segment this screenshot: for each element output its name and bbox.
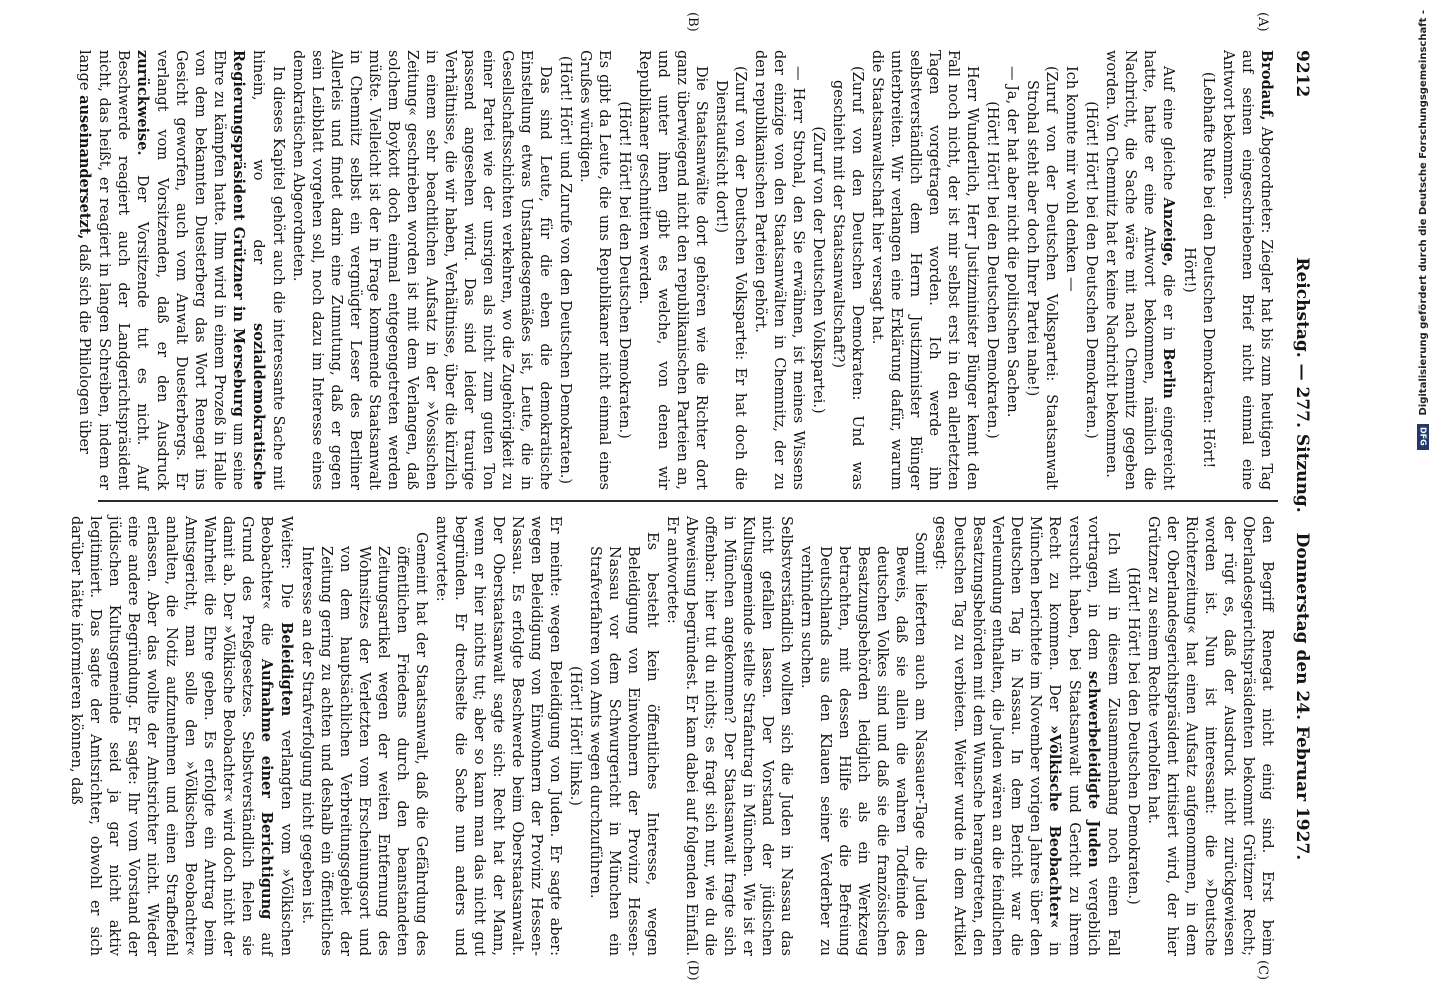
speaker-role: Abgeordneter: — [1258, 126, 1274, 234]
paragraph: Die Staatsanwälte dort gehören wie die Richter dort ganz überwiegend nicht den republikanischen Parteien an, und unter ihnen gibt es welche, von denen wir Republikaner geschnitten werden. — [636, 50, 709, 490]
right-column — [65, 516, 1276, 956]
bold-text: sozialdemokratische Regierungspräsident Grützner in Merseburg — [230, 50, 267, 490]
paragraph — [1101, 50, 1178, 490]
dfg-logo-icon: DFG — [1417, 424, 1429, 450]
paragraph: — Ja, der hat aber nicht die politischen Sachen. — [1004, 66, 1020, 418]
text: die er in — [1160, 274, 1176, 341]
margin-mark-a: (A) — [1255, 12, 1270, 32]
paragraph: den Begriff Renegat nicht einig sind. Erst beim Oberlandesgerichtspräsidenten bekommt Grützner Recht; der rügt es, daß der Ausdruck nicht zurückgewiesen worden ist. Nun ist interessant: die »Deutsche Richterzeitung« hat einen Aufsatz aufgenommen, in dem der Oberlandesgerichtspräsident kritisiert wird, der hier Grützner zu seinem Rechte verholfen hat. — [1145, 516, 1275, 956]
interjection: (Hört! Hört! links.) — [567, 666, 583, 806]
text: in München berichtete im November vorigen Jahres über den Deutschen Tag in Nassau. In dem Bericht war die Verleumdung enthalten, die Juden wären an die feindlichen Besatzungsbehörden mit dem Wunsche herangetreten, den Deutschen Tag zu verbieten. Weiter wurde in dem Artikel gesagt: — [932, 516, 1062, 957]
text: In dieses Kapitel gehört auch die interessante Sache mit hinein, wo der — [250, 50, 286, 490]
paragraph: Selbstverständlich wollten sich die Juden in Nassau das nicht gefallen lassen. Der Vorstand der jüdischen Kultusgemeinde stellte Strafantrag in München. Wie ist er in München angekommen? Der Staatsanwalt fragte sich offenbar: hier tut du nichts; es fragt sich nur, wie du die Abweisung begründest. Er kam dabei auf folgenden Einfall. Er antwortete: — [664, 516, 794, 956]
text: Der Vorsitzende tut es nicht. Auf Beschwerde reagiert auch der Landgerichtspräsident nicht, das heißt, er reagiert in langen Schreiben, indem er lange — [76, 50, 150, 490]
paragraph — [74, 50, 287, 490]
text: um seine Ehre zu kämpfen hatte. Ihm wird in einem Prozeß in Halle von dem bekannten Duesterberg das Wort Renegat ins Gesicht geworfen, auch vom Anwalt Duesterbergs. Er verlangt vom Vorsitzenden, daß er den Ausdruck — [154, 50, 246, 490]
interjection: (Zuruf von der Deutschen Volkspartei.) — [810, 126, 826, 414]
page-header — [1284, 50, 1320, 950]
interjection: (Hört! Hört! bei den Deutschen Demokraten.) — [984, 101, 1000, 439]
paragraph — [1218, 50, 1276, 490]
column-divider — [98, 500, 1278, 502]
text: Ich will in diesem Zusammenhang noch einen Fall vortragen, in dem — [1085, 516, 1121, 956]
bold-text: zurückweise. — [134, 50, 151, 156]
margin-mark-d: (D) — [685, 960, 700, 981]
bold-text: schwerbeleidigte Juden — [1085, 670, 1102, 868]
paragraph — [930, 516, 1122, 956]
bold-text: Aufnahme einer Berichtigung — [258, 658, 275, 920]
interjection: (Hört! Hört! und Zurufe von den Deutschen Demokraten.) — [557, 55, 573, 485]
header-date: Donnerstag den 24. Februar 1927. — [1292, 532, 1312, 861]
paragraph: Das sind Leute, für die eben die demokratische Einstellung etwas Unstandesgemäßes ist, Leute, die in Gesellschaftsschichten verkehren, wo die Zugehörigkeit zu einer Partei wie der unsrigen als nicht zum guten Ton passend angesehen wird. Das sind leider traurige Verhältnisse, die wir haben, Verhältnisse, über die kürzlich in einem sehr beachtlichen Aufsatz in der »Vossischen Zeitung« geschrieben worden ist mit dem Verlangen, daß solchem Boykott doch einmal entgegengetreten werden müßte. Vielleicht ist der in Frage kommende Staatsanwalt in Chemnitz selbst ein vergnügter Leser des Berliner Allerleis und findet darin eine Zumutung, daß er gegen sein Leibblatt vorgehen soll, noch dazu im Interesse eines demokratischen Abgeordneten. — [290, 50, 553, 490]
text: daß sich die Philologen über — [76, 244, 92, 454]
bold-text: auseinandersetzt, — [76, 95, 93, 240]
interjection: (Hört! Hört! bei den Deutschen Demokraten.) — [1083, 101, 1099, 439]
quotation: Gemeint hat der Staatsanwalt, daß die Gefährdung des öffentlichen Friedens durch den beanstandeten Zeitungsartikel wegen der weiten Entfernung des Wohnsitzes der Verletzten vom Erscheinungsort und von dem hauptsächlichen Verbreitungsgebiet der Zeitung gering zu achten und deshalb ein öffentliches Interesse an der Strafverfolgung nicht gegeben ist. — [299, 532, 429, 956]
interjection: (Zuruf von der Deutschen Volkspartei: Staatsanwalt Strohal steht aber doch Ihrer Partei nahe!) — [1024, 66, 1059, 490]
header-session: Reichstag. — 277. Sitzung. — [1292, 257, 1312, 513]
text: eingereicht hatte, hatte er eine Antwort bekommen, nämlich die Nachricht, die Sache wäre mit nach Chemnitz gegeben worden. Von Chemnitz hat er keine Nachricht bekommen. — [1103, 50, 1176, 491]
quotation: Somit lieferten auch am Nassauer-Tage die Juden den Beweis, daß sie allein die wahren Todfeinde des deutschen Volkes sind und daß sie die französischen Besatzungsbehörden lediglich als ein Werkzeug betrachten, mit dessen Hilfe sie die Befreiung Deutschlands aus den Klauen seiner Verderber zu verhindern suchen. — [798, 532, 928, 956]
digitization-note — [1416, 10, 1430, 910]
interjection: (Zuruf von den Deutschen Demokraten: Und was geschieht mit der Staatsanwaltschaft?) — [830, 66, 865, 490]
rotated-page-content — [68, 12, 1320, 981]
bold-text: »Völkische Beobachter« — [1046, 725, 1063, 929]
paragraph: Es gibt da Leute, die uns Republikaner nicht einmal eines Grußes würdigen. — [577, 50, 612, 490]
paragraph: Er meinte: wegen Beleidigung von Juden. Er sagte aber: wegen Beleidigung von Einwohnern der Provinz Hessen-Nassau. Es erfolgte Beschwerde beim Oberstaatsanwalt. Der Oberstaatsanwalt sagte sich: Recht hat der Mann, wenn er hier nichts tut; aber so kann man das nicht gut begründen. Er drechselte die Sache nun anders und antwortete: — [433, 516, 563, 956]
speaker-name: Brodauf, — [1258, 50, 1275, 121]
bold-text: Anzeige, — [1160, 197, 1177, 267]
paragraph — [66, 516, 296, 956]
text: Weiter: Die — [278, 516, 294, 609]
page-number: 9212 — [1292, 50, 1312, 98]
paragraph: — Herr Strohal, den Sie erwähnen, ist meines Wissens der einzige von den Staatsanwälten in Chemnitz, der zu den republikanischen Parteien gehört. — [752, 50, 806, 490]
interjection: (Lebhafte Rufe bei den Deutschen Demokraten: Hört! Hört!) — [1181, 71, 1216, 469]
paragraph: Herr Wunderlich, Herr Justizminister Bünger kennt den Fall noch nicht, der ist mir selbst erst in den allerletzten Tagen vorgetragen worden. Ich werde ihn selbstverständlich dem Herrn Justizminister Bünger unterbreiten. Wir verlangen eine Erklärung dafür, warum die Staatsanwaltschaft hier versagt hat. — [869, 50, 980, 490]
margin-mark-b: (B) — [685, 12, 700, 32]
paragraph: Ich konnte mir wohl denken — — [1063, 66, 1079, 292]
bold-text: Beleidigten — [278, 622, 295, 717]
quotation: Es besteht kein öffentliches Interesse, wegen Beleidigung von Einwohnern der Provinz Hessen-Nassau vor dem Schwurgericht in München ein Strafverfahren von Amts wegen durchzuführen. — [587, 532, 660, 956]
text: auf Grund des Preßgesetzes. Selbstverständlich fielen sie damit ab. Der »Völkische Beobachter« wird doch nicht der Wahrheit die Ehre geben. Es erfolgte ein Antrag beim Amtsgericht, man solle den »Völkischen Beobachter« anhalten, die Notiz aufzunehmen und einen Strafbefehl erlassen. Aber das wollte der Amtsrichter nicht. Wieder eine andere Begründung. Er sagte: Ihr vom Vorstand der jüdischen Kultusgemeinde seid ja gar nicht aktiv legitimiert. Das sagte der Amtsrichter, obwohl er sich darüber hätte informieren können, daß — [68, 516, 274, 957]
text: Auf eine gleiche — [1160, 66, 1176, 191]
interjection: (Hört! Hört! bei den Deutschen Demokraten.) — [1125, 567, 1141, 905]
paragraph-text: Ziegler hat bis zum heutigen Tag auf seinen eingeschriebenen Brief nicht einmal eine Antwort bekommen. — [1220, 50, 1274, 490]
text: verlangten vom »Völkischen Beobachter« die — [258, 516, 294, 957]
digitization-credit: Digitalisierung gefördert durch die Deutsche Forschungsgemeinschaft - — [1417, 10, 1429, 416]
interjection: (Zuruf von der Deutschen Volkspartei: Er hat doch die Dienstaufsicht dort!) — [713, 66, 748, 490]
interjection: (Hört! Hört! bei den Deutschen Demokraten.) — [616, 101, 632, 439]
left-column — [73, 50, 1276, 490]
bold-text: Berlin — [1160, 348, 1177, 399]
margin-mark-c: (C) — [1255, 960, 1270, 981]
text: vergeblich versucht haben, bei Staatsanwalt und Gericht zu ihrem Recht zu kommen. Der — [1046, 516, 1101, 957]
